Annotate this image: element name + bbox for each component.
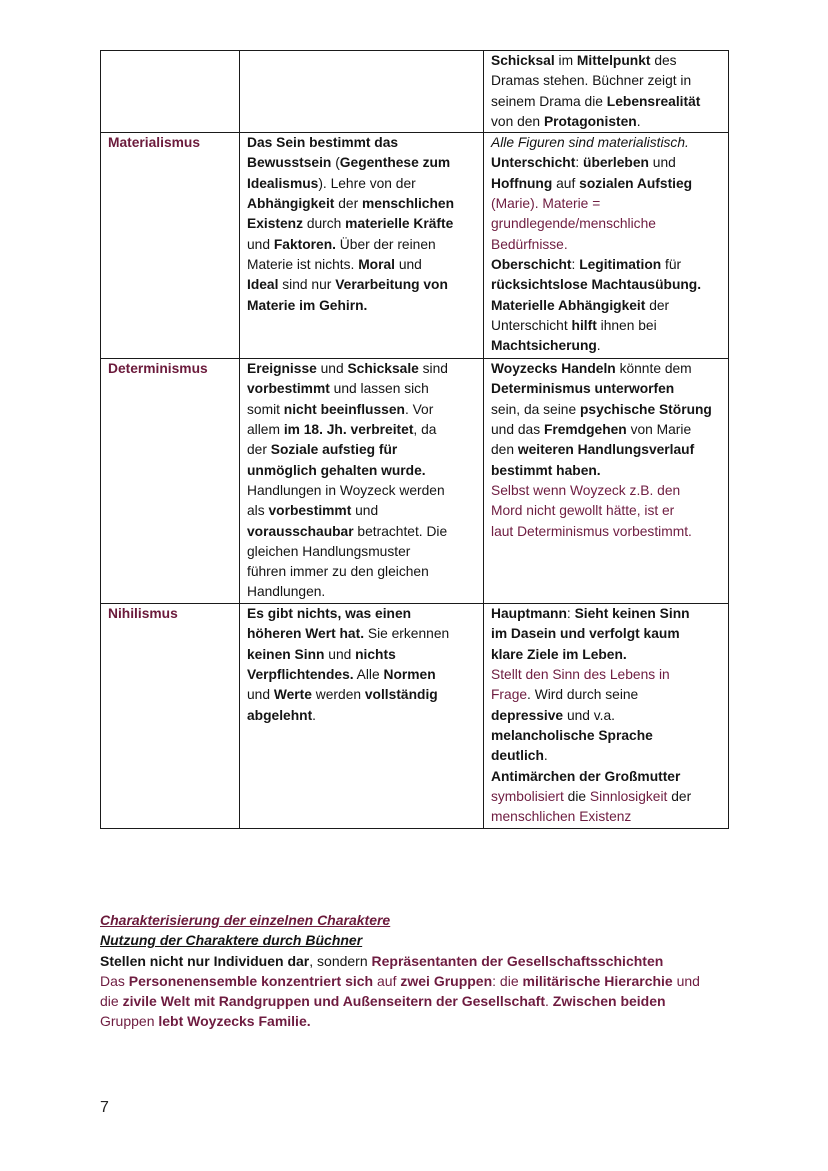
text-run: Antimärchen der Großmutter bbox=[491, 768, 681, 784]
text-run: nichts bbox=[355, 646, 396, 662]
text-line bbox=[247, 255, 477, 275]
text-run: materielle Kräfte bbox=[345, 216, 454, 232]
text-line bbox=[491, 787, 722, 807]
text-run: Existenz bbox=[247, 216, 303, 232]
text-line bbox=[247, 645, 477, 665]
text-run: Personenensemble konzentriert sich bbox=[128, 972, 374, 989]
text-run: . bbox=[596, 338, 601, 354]
text-line bbox=[247, 685, 477, 705]
text-run: im Dasein und verfolgt kaum bbox=[491, 626, 680, 642]
text-run: und bbox=[672, 972, 700, 989]
text-run: vorausschaubar bbox=[247, 523, 354, 539]
text-line bbox=[491, 296, 722, 316]
text-line bbox=[247, 194, 477, 214]
text-run: somit bbox=[247, 401, 284, 417]
text-run: für bbox=[661, 256, 682, 272]
text-run: Protagonisten bbox=[543, 113, 637, 129]
text-run: : bbox=[571, 256, 580, 272]
text-line bbox=[247, 542, 477, 562]
text-run: (Marie). Materie = bbox=[491, 196, 601, 212]
text-line bbox=[247, 420, 477, 440]
text-run: im 18. Jh. verbreitet bbox=[283, 422, 414, 438]
text-run: höheren Wert hat. bbox=[247, 626, 365, 642]
text-line bbox=[491, 51, 722, 71]
text-run: , sondern bbox=[309, 952, 372, 969]
text-run: Ereignisse bbox=[247, 361, 317, 377]
page-number: 7 bbox=[100, 1099, 109, 1116]
text-line bbox=[100, 991, 750, 1011]
text-run: seinem Drama die bbox=[491, 93, 607, 109]
text-line bbox=[247, 214, 477, 234]
text-run: Materie im Gehirn. bbox=[247, 297, 368, 313]
text-line bbox=[491, 316, 722, 336]
woyzeck-cell bbox=[484, 604, 729, 829]
section-subheading: Nutzung der Charaktere durch Büchner bbox=[100, 932, 363, 949]
text-run: und bbox=[316, 361, 348, 377]
text-run: . Wird durch seine bbox=[527, 687, 639, 703]
text-line bbox=[491, 194, 722, 214]
text-run: Zwischen beiden bbox=[552, 993, 666, 1010]
text-line bbox=[491, 420, 722, 440]
text-run: Abhängigkeit bbox=[247, 196, 335, 212]
text-run: Fremdgehen bbox=[543, 422, 627, 438]
text-run: . Vor bbox=[404, 401, 434, 417]
text-run: Bedürfnisse. bbox=[491, 236, 568, 252]
text-run: gleichen Handlungsmuster bbox=[247, 543, 411, 559]
text-line bbox=[491, 440, 722, 460]
text-run: depressive bbox=[491, 707, 564, 723]
text-run: vollständig bbox=[364, 687, 438, 703]
text-run: vorbestimmt bbox=[247, 381, 330, 397]
text-run: Werte bbox=[273, 687, 312, 703]
text-line bbox=[491, 604, 722, 624]
text-line bbox=[491, 400, 722, 420]
text-run: laut Determinismus vorbestimmt. bbox=[491, 523, 692, 539]
text-run: Gruppen bbox=[100, 1013, 159, 1030]
definition-cell bbox=[240, 51, 484, 133]
text-run: Woyzecks Handeln bbox=[491, 361, 616, 377]
text-run: Legitimation bbox=[579, 256, 662, 272]
text-line bbox=[491, 214, 722, 234]
text-line bbox=[491, 807, 722, 827]
text-line bbox=[247, 604, 477, 624]
text-run: weiteren Handlungsverlauf bbox=[517, 442, 695, 458]
text-run: Es gibt nichts, was einen bbox=[247, 606, 412, 622]
text-run: melancholische Sprache bbox=[491, 727, 653, 743]
text-run: deutlich bbox=[491, 748, 544, 764]
text-line bbox=[247, 379, 477, 399]
text-run: rücksichtslose Machtausübung. bbox=[491, 277, 702, 293]
text-run: : bbox=[575, 155, 584, 171]
table-row bbox=[101, 604, 729, 829]
text-line bbox=[491, 706, 722, 726]
text-run: Sieht keinen Sinn bbox=[574, 606, 690, 622]
text-run: bestimmt haben. bbox=[491, 462, 601, 478]
text-run: Idealismus bbox=[247, 175, 319, 191]
text-run: Alle bbox=[353, 667, 384, 683]
text-run: und bbox=[247, 687, 274, 703]
text-run: Verarbeitung von bbox=[335, 277, 448, 293]
text-line bbox=[247, 133, 477, 153]
text-run: Unterschicht bbox=[491, 155, 576, 171]
text-run: den bbox=[491, 442, 518, 458]
term-cell: Determinismus bbox=[101, 359, 240, 604]
text-run: Ideal bbox=[247, 277, 279, 293]
text-run: Repräsentanten der Gesellschaftsschichten bbox=[371, 952, 664, 969]
text-run: sind bbox=[418, 361, 448, 377]
characterization-section bbox=[100, 910, 750, 1032]
text-run: Determinismus unterworfen bbox=[491, 381, 675, 397]
text-run: Mittelpunkt bbox=[576, 53, 651, 68]
text-run: symbolisiert bbox=[491, 788, 564, 804]
text-run: Das Sein bestimmt das bbox=[247, 135, 399, 151]
text-run: Handlungen. bbox=[247, 584, 326, 600]
term-cell bbox=[101, 51, 240, 133]
text-run: der bbox=[645, 297, 670, 313]
text-run: Materielle Abhängigkeit bbox=[491, 297, 646, 313]
text-line bbox=[247, 275, 477, 295]
text-line bbox=[247, 665, 477, 685]
table-row bbox=[101, 133, 729, 359]
text-line bbox=[491, 624, 722, 644]
text-run: als bbox=[247, 503, 269, 519]
text-run: Faktoren. bbox=[273, 236, 336, 252]
text-line bbox=[491, 92, 722, 112]
text-line bbox=[247, 522, 477, 542]
text-run: grundlegende/menschliche bbox=[491, 216, 656, 232]
text-line bbox=[247, 235, 477, 255]
text-run: vorbestimmt bbox=[268, 503, 352, 519]
text-line bbox=[491, 174, 722, 194]
text-run: von Marie bbox=[626, 422, 692, 438]
text-run: sind nur bbox=[278, 277, 336, 293]
text-line bbox=[491, 645, 722, 665]
text-run: Mord nicht gewollt hätte, ist er bbox=[491, 503, 675, 519]
text-line bbox=[247, 582, 477, 602]
text-line bbox=[247, 481, 477, 501]
text-run: Oberschicht bbox=[491, 256, 572, 272]
text-run: durch bbox=[302, 216, 346, 232]
text-run: menschlichen bbox=[362, 196, 455, 212]
text-run: Schicksale bbox=[347, 361, 419, 377]
text-run: zivile Welt mit Randgruppen und Außenseitern der Gesellschaft bbox=[122, 993, 545, 1010]
text-line bbox=[247, 501, 477, 521]
text-line bbox=[491, 112, 722, 132]
text-line bbox=[491, 235, 722, 255]
text-line bbox=[100, 1011, 750, 1031]
text-run: und bbox=[324, 646, 356, 662]
text-line bbox=[491, 481, 722, 501]
text-line bbox=[491, 746, 722, 766]
text-run: Moral bbox=[358, 256, 395, 272]
text-run: Selbst wenn Woyzeck z.B. den bbox=[491, 482, 681, 498]
definition-cell bbox=[240, 133, 484, 359]
text-run: und v.a. bbox=[563, 707, 616, 723]
text-line bbox=[247, 440, 477, 460]
text-run: hilft bbox=[571, 317, 597, 333]
text-run: die bbox=[563, 788, 590, 804]
text-run: : die bbox=[492, 972, 523, 989]
text-line bbox=[491, 685, 722, 705]
text-run: : bbox=[566, 606, 575, 622]
text-run: Hoffnung bbox=[491, 175, 553, 191]
text-line bbox=[100, 951, 750, 971]
text-run: und bbox=[247, 236, 274, 252]
text-run: des bbox=[650, 53, 677, 68]
text-run: betrachtet. Die bbox=[353, 523, 448, 539]
text-line bbox=[247, 461, 477, 481]
text-run: psychische Störung bbox=[579, 401, 712, 417]
text-run: , da bbox=[413, 422, 437, 438]
text-line bbox=[491, 336, 722, 356]
term-cell: Nihilismus bbox=[101, 604, 240, 829]
text-run: . bbox=[636, 113, 641, 129]
text-run: Hauptmann bbox=[491, 606, 567, 622]
text-line bbox=[247, 296, 477, 316]
text-line bbox=[247, 400, 477, 420]
text-run: auf bbox=[373, 972, 401, 989]
text-run: führen immer zu den gleichen bbox=[247, 564, 429, 580]
section-heading: Charakterisierung der einzelnen Charaktere bbox=[100, 912, 391, 928]
text-line bbox=[491, 522, 722, 542]
woyzeck-cell bbox=[484, 133, 729, 359]
text-run: Gegenthese zum bbox=[339, 155, 451, 171]
text-run: der bbox=[334, 196, 362, 212]
text-line bbox=[247, 562, 477, 582]
text-line bbox=[491, 153, 722, 173]
text-line bbox=[491, 665, 722, 685]
text-run: Alle Figuren sind materialistisch. bbox=[491, 135, 689, 151]
text-run: Über der reinen bbox=[335, 236, 436, 252]
text-run: Normen bbox=[383, 667, 436, 683]
text-run: Das bbox=[100, 972, 129, 989]
text-run: die bbox=[100, 993, 123, 1010]
text-run: Sie erkennen bbox=[364, 626, 450, 642]
text-run: könnte dem bbox=[615, 361, 692, 377]
text-run: klare Ziele im Leben. bbox=[491, 646, 627, 662]
definition-cell bbox=[240, 604, 484, 829]
text-line bbox=[491, 461, 722, 481]
text-run: . bbox=[312, 707, 317, 723]
text-run: Schicksal bbox=[491, 53, 555, 68]
text-run: menschlichen Existenz bbox=[491, 809, 632, 825]
text-line bbox=[491, 726, 722, 746]
text-line bbox=[491, 359, 722, 379]
text-run: sein, da seine bbox=[491, 401, 580, 417]
text-run: Unterschicht bbox=[491, 317, 572, 333]
text-run: Handlungen in Woyzeck werden bbox=[247, 482, 445, 498]
text-line bbox=[491, 379, 722, 399]
text-run: Frage bbox=[491, 687, 528, 703]
text-run: allem bbox=[247, 422, 284, 438]
text-line bbox=[247, 624, 477, 644]
table-row bbox=[101, 359, 729, 604]
text-run: der bbox=[247, 442, 271, 458]
text-run: Sinnlosigkeit bbox=[589, 788, 668, 804]
text-line bbox=[247, 153, 477, 173]
text-run: werden bbox=[311, 687, 365, 703]
text-run: und lassen sich bbox=[329, 381, 429, 397]
text-run: Bewusstsein bbox=[247, 155, 336, 171]
text-run: Verpflichtendes. bbox=[247, 667, 354, 683]
text-line bbox=[491, 133, 722, 153]
text-run: ihnen bei bbox=[596, 317, 657, 333]
concept-table bbox=[100, 50, 729, 829]
term-cell: Materialismus bbox=[101, 133, 240, 359]
text-line bbox=[247, 359, 477, 379]
definition-cell bbox=[240, 359, 484, 604]
text-line bbox=[491, 275, 722, 295]
text-run: auf bbox=[552, 175, 580, 191]
text-run: und bbox=[351, 503, 379, 519]
section-paragraph bbox=[100, 951, 750, 1032]
text-run: Materie ist nichts. bbox=[247, 256, 359, 272]
text-run: lebt Woyzecks Familie. bbox=[158, 1013, 311, 1030]
text-run: und das bbox=[491, 422, 544, 438]
text-run: ( bbox=[335, 155, 340, 171]
text-line bbox=[491, 255, 722, 275]
text-run: ). Lehre von der bbox=[318, 175, 416, 191]
text-run: keinen Sinn bbox=[247, 646, 325, 662]
text-run: abgelehnt bbox=[247, 707, 313, 723]
text-run: Soziale aufstieg für bbox=[270, 442, 398, 458]
woyzeck-cell bbox=[484, 51, 729, 133]
woyzeck-cell bbox=[484, 359, 729, 604]
table-row bbox=[101, 51, 729, 133]
text-run: unmöglich gehalten wurde. bbox=[247, 462, 426, 478]
text-line bbox=[491, 71, 722, 91]
text-run: Stellen nicht nur Individuen dar bbox=[100, 952, 310, 969]
text-line bbox=[100, 971, 750, 991]
text-run: . bbox=[544, 993, 553, 1010]
text-run: und bbox=[648, 155, 676, 171]
text-run: zwei Gruppen bbox=[400, 972, 493, 989]
text-run: Dramas stehen. Büchner zeigt in bbox=[491, 73, 692, 89]
text-run: . bbox=[543, 748, 548, 764]
text-run: im bbox=[554, 53, 577, 68]
text-run: Machtsicherung bbox=[491, 338, 597, 354]
text-run: nicht beeinflussen bbox=[283, 401, 405, 417]
text-run: Lebensrealität bbox=[606, 93, 701, 109]
text-run: überleben bbox=[583, 155, 649, 171]
text-run: von den bbox=[491, 113, 544, 129]
text-line bbox=[491, 767, 722, 787]
text-line bbox=[491, 501, 722, 521]
text-run: und bbox=[394, 256, 422, 272]
text-line bbox=[247, 174, 477, 194]
text-run: Stellt den Sinn des Lebens in bbox=[491, 667, 670, 683]
text-run: militärische Hierarchie bbox=[522, 972, 673, 989]
text-line bbox=[247, 706, 477, 726]
text-run: der bbox=[667, 788, 692, 804]
text-run: sozialen Aufstieg bbox=[579, 175, 693, 191]
